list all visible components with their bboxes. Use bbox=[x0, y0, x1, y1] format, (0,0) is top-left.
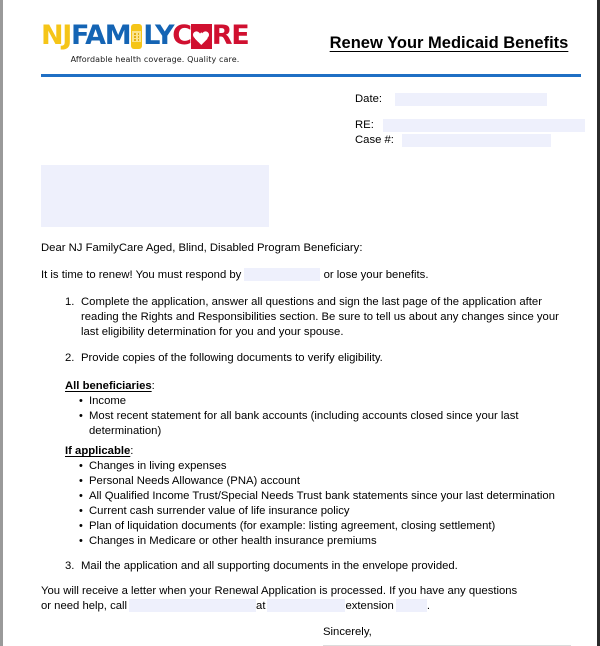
case-value-redacted bbox=[402, 134, 551, 147]
closing-call-text: or need help, call bbox=[41, 600, 128, 612]
list-item: • Income bbox=[79, 394, 579, 409]
nj-familycare-logo bbox=[41, 22, 269, 64]
section-if-heading-text: If applicable bbox=[65, 445, 131, 457]
section-if-colon: : bbox=[130, 445, 134, 457]
section-all-colon: : bbox=[151, 380, 155, 392]
letter-meta-fields bbox=[355, 92, 585, 148]
instruction-3-text: Mail the application and all supporting documents in the envelope provided. bbox=[81, 560, 458, 572]
re-value-redacted bbox=[383, 119, 585, 132]
instruction-3-number: 3. bbox=[65, 560, 75, 572]
contact-extension-redacted bbox=[396, 599, 427, 612]
instruction-item-1 bbox=[65, 295, 573, 340]
date-row bbox=[355, 92, 585, 107]
renew-deadline-line bbox=[41, 268, 581, 283]
section-heading-if-applicable bbox=[65, 444, 133, 459]
list-item: • Changes in Medicare or other health insurance premiums bbox=[79, 534, 579, 549]
page-title: Renew Your Medicaid Benefits bbox=[329, 34, 569, 52]
logo-text-fam: FAM bbox=[71, 20, 131, 51]
letterhead bbox=[3, 0, 597, 80]
logo-text-re: RE bbox=[211, 20, 249, 51]
section-if-bullets bbox=[79, 459, 579, 549]
logo-text-c: C bbox=[172, 20, 191, 51]
closing-at-text: at bbox=[256, 600, 266, 612]
heart-icon bbox=[191, 24, 212, 49]
recipient-address-redacted bbox=[41, 165, 269, 227]
list-item: • Personal Needs Allowance (PNA) account bbox=[79, 474, 579, 489]
logo-text-ly: LY bbox=[143, 20, 173, 51]
instruction-item-2 bbox=[65, 351, 573, 366]
section-all-bullets bbox=[79, 394, 579, 439]
sincerely-text: Sincerely, bbox=[323, 626, 372, 638]
closing-period: . bbox=[426, 600, 430, 612]
closing-line-1: You will receive a letter when your Renewal Application is processed. If you have any questions bbox=[41, 585, 518, 597]
re-row bbox=[355, 118, 585, 133]
closing-paragraph bbox=[41, 584, 581, 614]
closing-extension-label: extension bbox=[345, 600, 394, 612]
greeting-line: Dear NJ FamilyCare Aged, Blind, Disabled Program Beneficiary: bbox=[41, 242, 363, 254]
logo-text-nj: NJ bbox=[41, 20, 72, 51]
list-item: • Changes in living expenses bbox=[79, 459, 579, 474]
date-label: Date: bbox=[355, 93, 383, 105]
logo-wordmark bbox=[41, 22, 269, 52]
section-heading-all-beneficiaries bbox=[65, 379, 155, 394]
instruction-2-text: Provide copies of the following documents to verify eligibility. bbox=[81, 352, 383, 364]
list-item: • Most recent statement for all bank accounts (including accounts closed since your last determination) bbox=[79, 409, 579, 439]
header-divider bbox=[41, 74, 581, 77]
list-item: • Current cash surrender value of life insurance policy bbox=[79, 504, 579, 519]
re-label: RE: bbox=[355, 119, 374, 131]
instruction-item-3 bbox=[65, 559, 573, 574]
logo-tagline: Affordable health coverage. Quality care. bbox=[70, 55, 240, 64]
date-value-redacted bbox=[395, 93, 547, 106]
instruction-1-number: 1. bbox=[65, 296, 75, 308]
renew-suffix-text: or lose your benefits. bbox=[323, 269, 429, 281]
list-item: • All Qualified Income Trust/Special Needs Trust bank statements since your last determination bbox=[79, 489, 579, 504]
contact-phone-redacted bbox=[267, 599, 345, 612]
meta-spacer bbox=[355, 107, 585, 118]
case-row bbox=[355, 133, 585, 148]
renew-deadline-date-redacted bbox=[244, 268, 320, 281]
closing-line-2 bbox=[41, 599, 581, 614]
section-all-heading-text: All beneficiaries bbox=[65, 380, 152, 392]
list-item: • Plan of liquidation documents (for example: listing agreement, closing settlement) bbox=[79, 519, 579, 534]
instruction-2-number: 2. bbox=[65, 352, 75, 364]
renew-prefix-text: It is time to renew! You must respond by bbox=[41, 269, 242, 281]
contact-office-redacted bbox=[129, 599, 256, 612]
case-label: Case #: bbox=[355, 134, 394, 146]
bandage-icon bbox=[131, 24, 142, 49]
instruction-1-text: Complete the application, answer all questions and sign the last page of the application after reading the Rights and Responsibilities section. Be sure to tell us about any changes since your last eligibility determination for you and your spouse. bbox=[81, 296, 559, 338]
